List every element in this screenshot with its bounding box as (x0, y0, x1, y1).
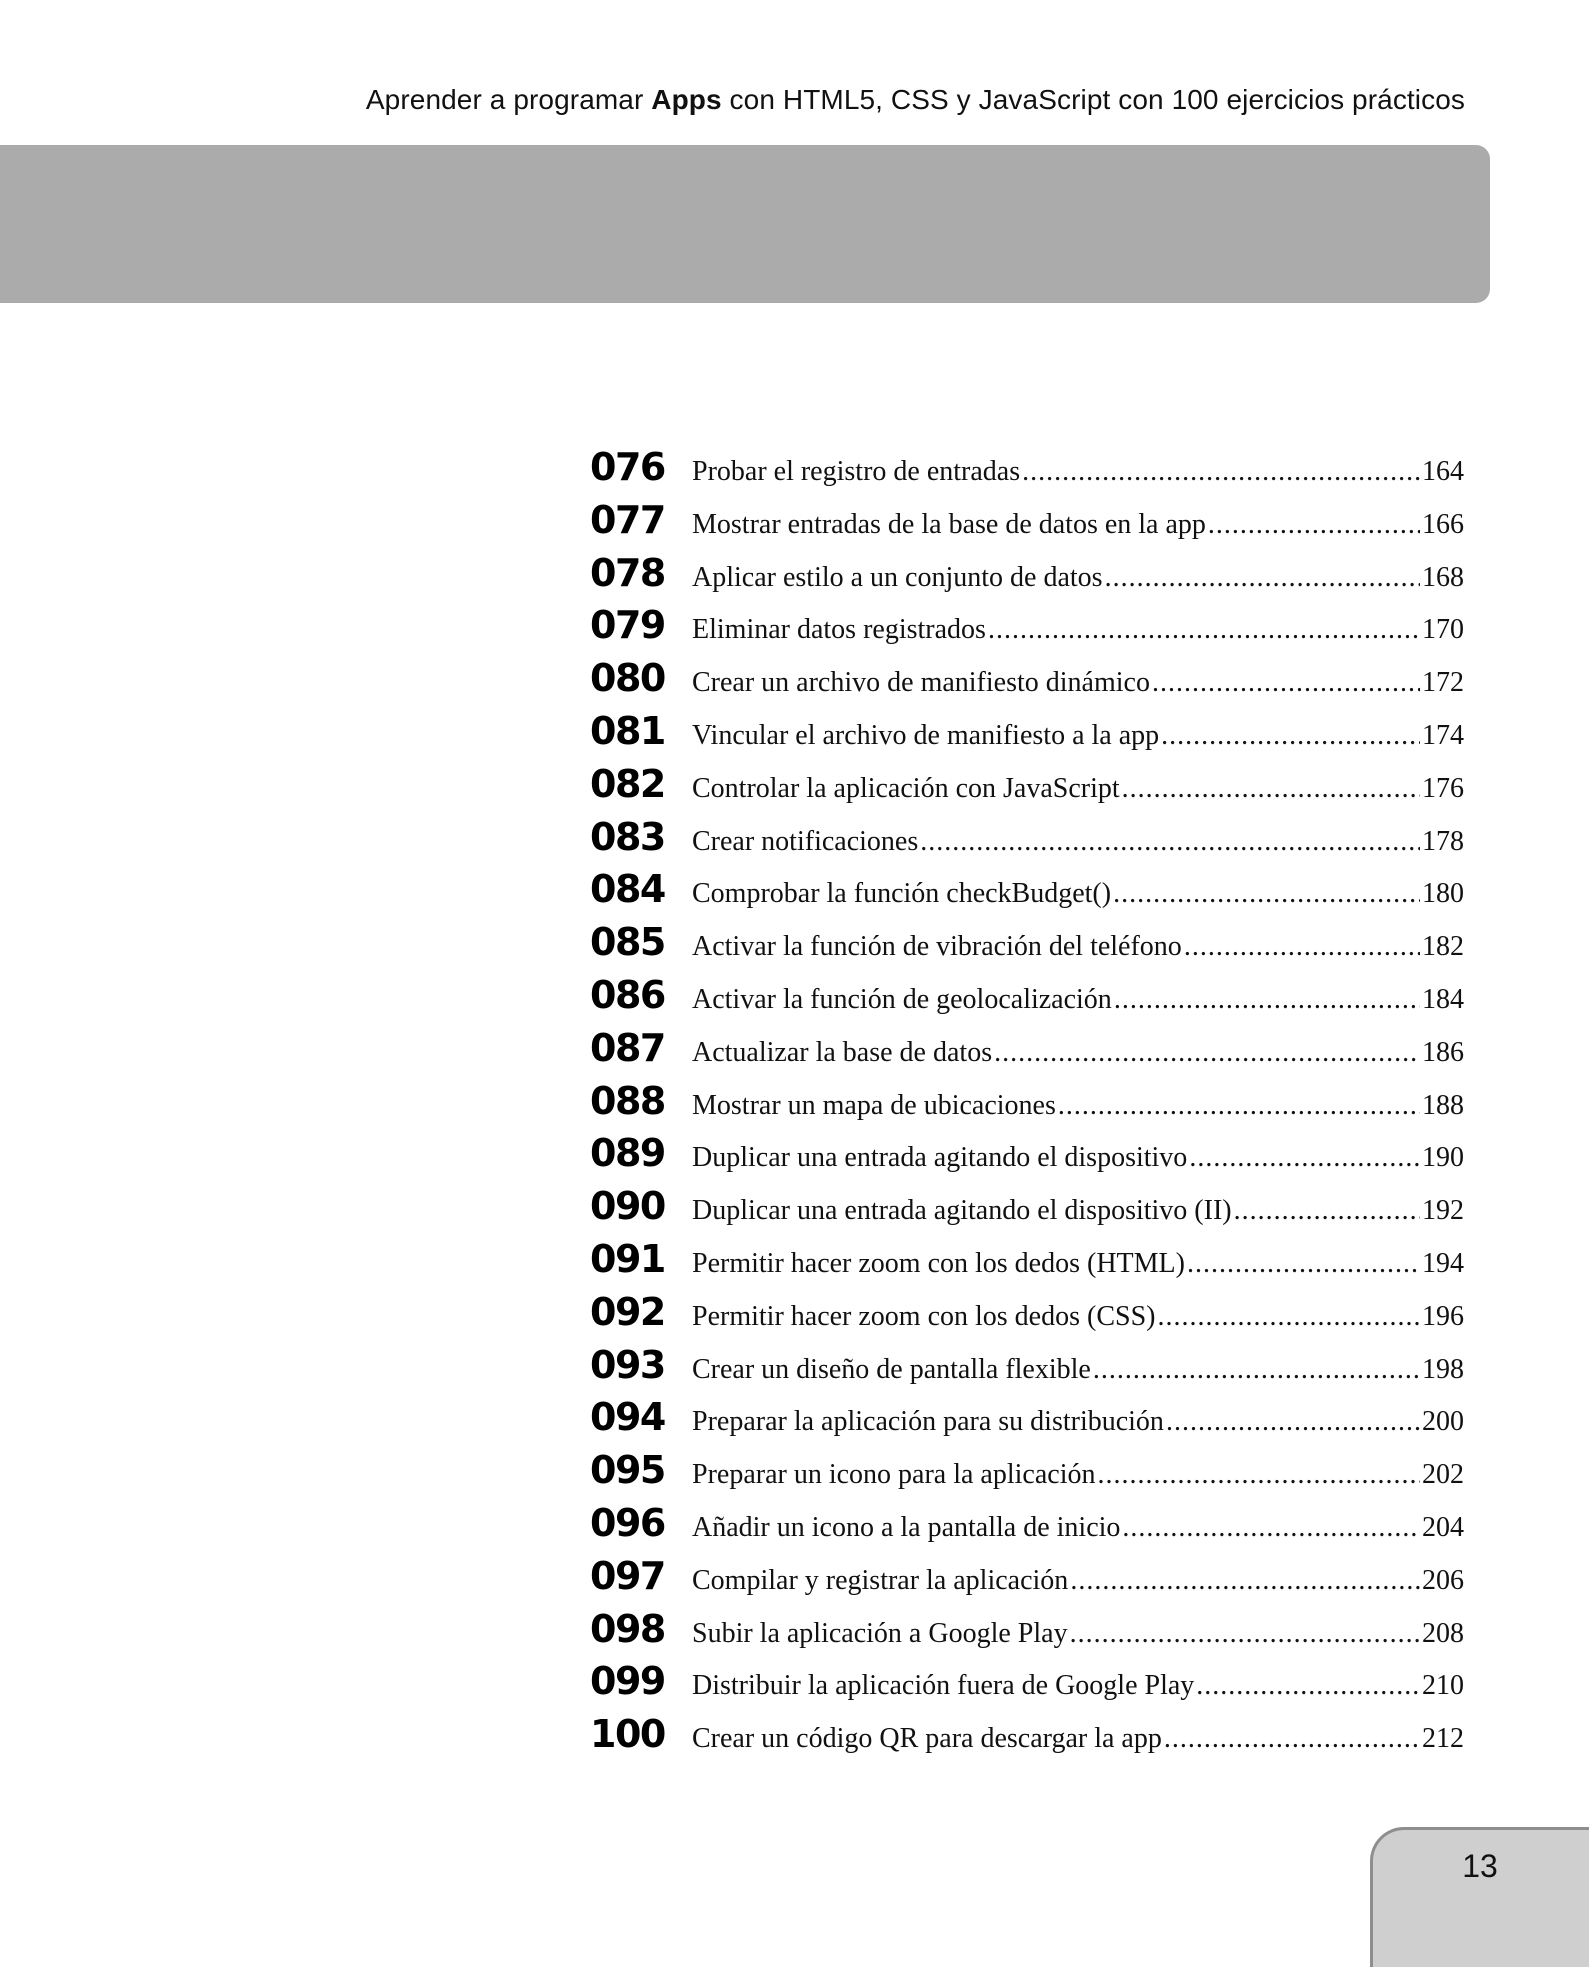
toc-entry-page: 174 (1422, 719, 1464, 751)
toc-entry-title: Vincular el archivo de manifiesto a la app (692, 719, 1160, 751)
toc-entry-page: 198 (1422, 1353, 1464, 1385)
toc-entry-page: 166 (1422, 508, 1464, 540)
toc-entry-number: 081 (590, 708, 665, 753)
toc-entry-page: 170 (1422, 614, 1464, 646)
toc-entry[interactable] (590, 1026, 1464, 1079)
toc-entry-number: 088 (590, 1078, 665, 1123)
toc-entry-page: 196 (1422, 1300, 1464, 1332)
toc-dot-leader (1022, 456, 1420, 488)
toc-entry-page: 206 (1422, 1564, 1464, 1596)
toc-dot-leader (1114, 984, 1420, 1016)
toc-entry-line (692, 614, 1464, 646)
header-bold: Apps (651, 84, 722, 115)
toc-entry-number: 084 (590, 867, 665, 912)
toc-entry-number: 086 (590, 972, 665, 1017)
toc-entry-line (692, 931, 1464, 963)
toc-entry-number: 083 (590, 814, 665, 859)
page-number: 13 (1462, 1848, 1498, 1884)
toc-entry-number: 090 (590, 1184, 665, 1229)
toc-dot-leader (1113, 878, 1420, 910)
toc-entry-page: 172 (1422, 667, 1464, 699)
toc-entry[interactable] (590, 603, 1464, 656)
toc-entry-page: 212 (1422, 1723, 1464, 1755)
toc-entry-number: 094 (590, 1395, 665, 1440)
toc-entry[interactable] (590, 551, 1464, 604)
toc-entry-page: 182 (1422, 931, 1464, 963)
toc-entry[interactable] (590, 498, 1464, 551)
toc-entry-number: 076 (590, 445, 665, 489)
toc-entry-title: Duplicar una entrada agitando el dispositivo (692, 1142, 1188, 1174)
toc-entry[interactable] (590, 973, 1464, 1026)
toc-entry-page: 184 (1422, 983, 1464, 1015)
toc-entry-line (692, 984, 1464, 1016)
toc-entry-page: 192 (1422, 1195, 1464, 1227)
table-of-contents (590, 445, 1464, 1765)
toc-entry-number: 091 (590, 1236, 665, 1281)
toc-entry[interactable] (590, 1237, 1464, 1290)
toc-entry-line (692, 1090, 1464, 1122)
toc-entry-line (692, 456, 1464, 488)
toc-entry[interactable] (590, 867, 1464, 920)
toc-entry[interactable] (590, 1448, 1464, 1501)
toc-entry-number: 097 (590, 1553, 665, 1598)
header-band (0, 145, 1490, 303)
toc-entry[interactable] (590, 815, 1464, 868)
toc-entry-page: 204 (1422, 1511, 1464, 1543)
toc-entry-number: 077 (590, 497, 665, 542)
toc-dot-leader (1122, 773, 1420, 805)
toc-entry-title: Permitir hacer zoom con los dedos (HTML) (692, 1247, 1185, 1279)
toc-entry-page: 194 (1422, 1247, 1464, 1279)
toc-dot-leader (1184, 931, 1420, 963)
toc-entry-page: 202 (1422, 1459, 1464, 1491)
toc-dot-leader (1070, 1618, 1420, 1650)
toc-entry-number: 080 (590, 656, 665, 701)
toc-entry-line (692, 1618, 1464, 1650)
toc-entry-line (692, 1406, 1464, 1438)
toc-entry[interactable] (590, 1395, 1464, 1448)
toc-entry-line (692, 1512, 1464, 1544)
toc-entry-line (692, 878, 1464, 910)
toc-entry-number: 096 (590, 1500, 665, 1545)
toc-entry-number: 079 (590, 603, 665, 648)
toc-entry-title: Crear un archivo de manifiesto dinámico (692, 667, 1150, 699)
toc-entry-line (692, 1565, 1464, 1597)
toc-entry-page: 180 (1422, 878, 1464, 910)
toc-dot-leader (1097, 1459, 1420, 1491)
toc-dot-leader (920, 826, 1420, 858)
toc-dot-leader (1234, 1195, 1420, 1227)
toc-entry-title: Preparar un icono para la aplicación (692, 1459, 1096, 1491)
toc-entry[interactable] (590, 1712, 1464, 1765)
toc-entry-number: 078 (590, 550, 665, 595)
toc-entry[interactable] (590, 709, 1464, 762)
toc-dot-leader (1208, 509, 1420, 541)
toc-dot-leader (1070, 1565, 1420, 1597)
toc-entry-line (692, 826, 1464, 858)
toc-entry-title: Activar la función de geolocalización (692, 983, 1112, 1015)
toc-entry-title: Permitir hacer zoom con los dedos (CSS) (692, 1300, 1156, 1332)
toc-entry[interactable] (590, 1501, 1464, 1554)
toc-dot-leader (988, 614, 1420, 646)
toc-entry-title: Añadir un icono a la pantalla de inicio (692, 1511, 1121, 1543)
toc-entry-number: 093 (590, 1342, 665, 1387)
toc-entry-page: 168 (1422, 561, 1464, 593)
toc-dot-leader (1152, 667, 1420, 699)
toc-entry-title: Duplicar una entrada agitando el dispositivo (II) (692, 1195, 1232, 1227)
toc-entry-title: Comprobar la función checkBudget() (692, 878, 1112, 910)
toc-entry-line (692, 1723, 1464, 1755)
toc-entry-line (692, 1301, 1464, 1333)
toc-entry[interactable] (590, 1607, 1464, 1660)
toc-entry-page: 164 (1422, 456, 1464, 487)
toc-dot-leader (1196, 1670, 1420, 1702)
toc-entry-number: 099 (590, 1659, 665, 1704)
toc-entry-title: Crear un diseño de pantalla flexible (692, 1353, 1091, 1385)
toc-entry[interactable] (590, 1079, 1464, 1132)
toc-entry-number: 095 (590, 1448, 665, 1493)
toc-entry-title: Compilar y registrar la aplicación (692, 1564, 1069, 1596)
toc-entry[interactable] (590, 1554, 1464, 1607)
toc-entry[interactable] (590, 762, 1464, 815)
toc-entry-line (692, 1248, 1464, 1280)
running-header (366, 84, 1465, 116)
toc-entry[interactable] (590, 656, 1464, 709)
toc-entry-number: 089 (590, 1131, 665, 1176)
toc-entry-line (692, 667, 1464, 699)
toc-entry-line (692, 509, 1464, 541)
toc-entry-number: 087 (590, 1025, 665, 1070)
toc-entry-title: Eliminar datos registrados (692, 614, 986, 646)
toc-entry[interactable] (590, 920, 1464, 973)
toc-entry-page: 190 (1422, 1142, 1464, 1174)
toc-entry-title: Aplicar estilo a un conjunto de datos (692, 561, 1103, 593)
toc-entry-title: Crear notificaciones (692, 825, 919, 857)
toc-entry-title: Probar el registro de entradas (692, 456, 1021, 487)
toc-entry[interactable] (590, 445, 1464, 498)
toc-entry[interactable] (590, 1184, 1464, 1237)
toc-dot-leader (1164, 1723, 1420, 1755)
toc-entry-line (692, 1670, 1464, 1702)
toc-entry-page: 178 (1422, 825, 1464, 857)
toc-entry-title: Mostrar un mapa de ubicaciones (692, 1089, 1056, 1121)
toc-entry-page: 200 (1422, 1406, 1464, 1438)
toc-entry-number: 098 (590, 1606, 665, 1651)
toc-entry-line (692, 1354, 1464, 1386)
toc-dot-leader (994, 1037, 1420, 1069)
toc-entry-page: 210 (1422, 1670, 1464, 1702)
toc-entry-line (692, 1195, 1464, 1227)
toc-entry-title: Activar la función de vibración del teléfono (692, 931, 1182, 963)
toc-entry-title: Mostrar entradas de la base de datos en la app (692, 508, 1206, 540)
header-prefix: Aprender a programar (365, 84, 652, 115)
toc-entry-title: Actualizar la base de datos (692, 1036, 993, 1068)
header-suffix: con HTML5, CSS y JavaScript con 100 ejercicios prácticos (721, 84, 1465, 115)
toc-entry-line (692, 1142, 1464, 1174)
toc-entry-line (692, 720, 1464, 752)
toc-dot-leader (1093, 1354, 1420, 1386)
toc-dot-leader (1161, 720, 1420, 752)
toc-dot-leader (1105, 562, 1420, 594)
toc-entry[interactable] (590, 1659, 1464, 1712)
toc-entry-line (692, 773, 1464, 805)
toc-entry-line (692, 562, 1464, 594)
toc-entry-number: 092 (590, 1289, 665, 1334)
toc-entry-title: Distribuir la aplicación fuera de Google Play (692, 1670, 1195, 1702)
toc-entry-number: 085 (590, 920, 665, 965)
toc-dot-leader (1189, 1142, 1420, 1174)
toc-entry-page: 176 (1422, 772, 1464, 804)
toc-entry-title: Controlar la aplicación con JavaScript (692, 772, 1120, 804)
toc-entry-page: 188 (1422, 1089, 1464, 1121)
toc-entry-title: Subir la aplicación a Google Play (692, 1617, 1068, 1649)
toc-dot-leader (1058, 1090, 1420, 1122)
toc-entry-page: 208 (1422, 1617, 1464, 1649)
toc-entry[interactable] (590, 1343, 1464, 1396)
toc-dot-leader (1166, 1406, 1420, 1438)
toc-entry-line (692, 1459, 1464, 1491)
toc-dot-leader (1187, 1248, 1420, 1280)
toc-entry-title: Crear un código QR para descargar la app (692, 1723, 1162, 1755)
toc-dot-leader (1122, 1512, 1420, 1544)
toc-entry-title: Preparar la aplicación para su distribución (692, 1406, 1164, 1438)
toc-entry-number: 100 (590, 1712, 665, 1757)
toc-entry-number: 082 (590, 761, 665, 806)
toc-entry[interactable] (590, 1131, 1464, 1184)
toc-entry-line (692, 1037, 1464, 1069)
toc-dot-leader (1157, 1301, 1420, 1333)
toc-entry-page: 186 (1422, 1036, 1464, 1068)
toc-entry[interactable] (590, 1290, 1464, 1343)
